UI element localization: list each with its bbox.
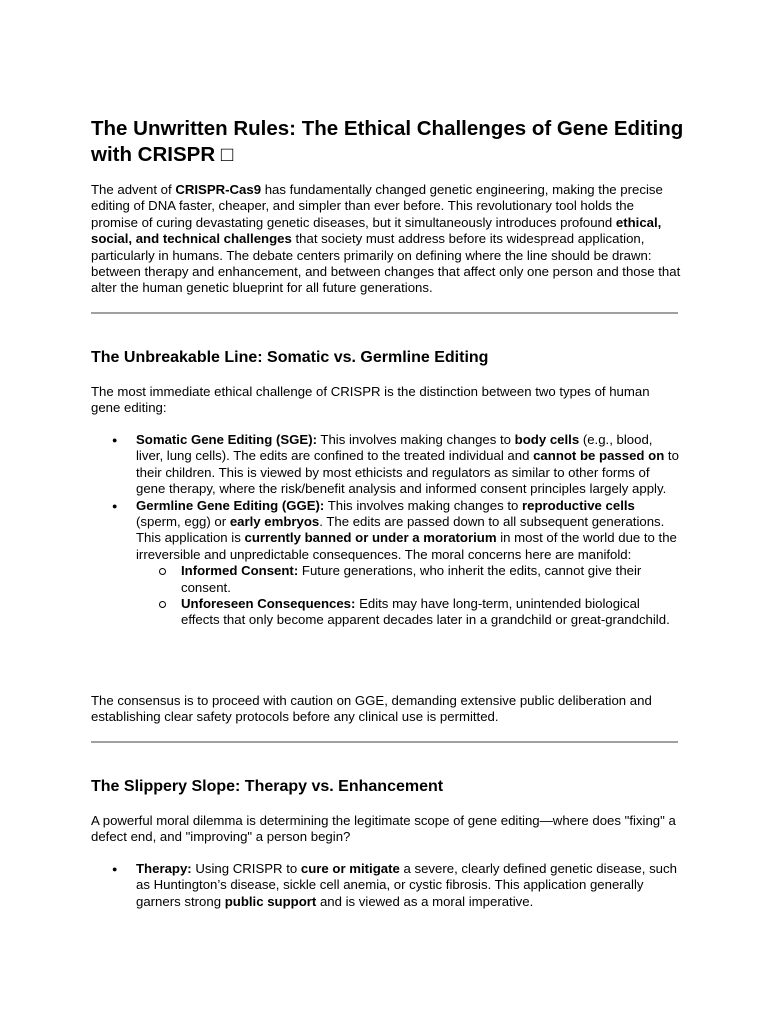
bold-term: currently banned or under a moratorium: [244, 530, 497, 546]
section1-lead: [91, 384, 681, 417]
bold-term: Unforeseen Consequences:: [181, 596, 356, 612]
conclusion-paragraph: The consensus is to proceed with caution on GGE, demanding extensive public deliberation and establishing clear safety protocols before any clinical use is permitted.: [91, 693, 652, 725]
list-item: [91, 498, 681, 629]
text-run: (sperm, egg) or: [136, 514, 230, 530]
text-run: in most of the world due to the irreversible and unpredictable consequences. The moral concerns here are manifold:: [136, 530, 677, 562]
sub-list-item: [136, 596, 681, 629]
lead-paragraph: A powerful moral dilemma is determining the legitimate scope of gene editing—where does "fixing" a defect end, and "improving" a person begin?: [91, 813, 676, 845]
text-run: (e.g., blood, liver, lung cells). The edits are confined to the treated individual and: [136, 432, 653, 464]
text-run: This involves making changes to: [316, 432, 515, 447]
section2-list: [91, 861, 681, 910]
text-run: that society must address before its widespread application, particularly in humans. The debate centers primarily on defining where the line should be drawn: between therapy and enhancement, and between changes that affect only one person and those that alter the human genetic blueprint for all future generations.: [91, 231, 681, 296]
text-run: Using CRISPR to: [191, 861, 301, 876]
list-item: [91, 432, 681, 498]
text-run: a severe, clearly defined genetic disease, such as Huntington’s disease, sickle cell anemia, or cystic fibrosis. This application generally garners strong: [136, 861, 677, 909]
bold-term: Informed Consent:: [181, 563, 299, 579]
intro-paragraph: [91, 182, 681, 297]
bold-term: ethical, social, and technical challenges: [91, 214, 662, 247]
section-heading: The Slippery Slope: Therapy vs. Enhancement: [91, 778, 444, 795]
horizontal-divider: [91, 741, 678, 743]
bold-term: Therapy:: [136, 861, 192, 876]
horizontal-divider: [91, 312, 678, 314]
text-run: This involves making changes to: [324, 497, 522, 513]
text-run: Future generations, who inherit the edits, cannot give their consent.: [181, 563, 642, 595]
text-run: . The edits are passed down to all subsequent generations. This application is: [136, 514, 665, 546]
section1-conclusion: [91, 693, 681, 726]
section-heading: The Unbreakable Line: Somatic vs. Germline Editing: [91, 349, 489, 366]
section2-lead: [91, 813, 681, 846]
sub-list-item: [136, 563, 681, 596]
bold-term: cannot be passed on: [533, 448, 665, 464]
page-title: The Unwritten Rules: The Ethical Challenges of Gene Editing with CRISPR □: [91, 117, 684, 166]
bold-term: Somatic Gene Editing (SGE):: [136, 432, 317, 447]
bold-term: body cells: [514, 432, 580, 447]
lead-paragraph: The most immediate ethical challenge of CRISPR is the distinction between two types of human gene editing:: [91, 384, 650, 416]
text-run: and is viewed as a moral imperative.: [316, 893, 534, 909]
bold-term: CRISPR-Cas9: [175, 182, 262, 197]
text-run: The advent of: [91, 182, 176, 197]
text-run: to their children. This is viewed by most ethicists and regulators as similar to other forms of gene therapy, where the risk/benefit analysis and informed consent principles largely apply.: [136, 448, 679, 497]
bold-term: early embryos: [229, 514, 320, 530]
text-run: Edits may have long-term, unintended biological effects that only become apparent decades later in a grandchild or great-grandchild.: [181, 596, 670, 628]
list-item: [91, 861, 681, 910]
bold-term: public support: [224, 893, 317, 909]
bold-term: cure or mitigate: [300, 861, 400, 876]
bold-term: Germline Gene Editing (GGE):: [136, 497, 325, 513]
bold-term: reproductive cells: [521, 497, 635, 513]
text-run: has fundamentally changed genetic engineering, making the precise editing of DNA faster, cheaper, and simpler than ever before. This revolutionary tool holds the promise of curing devastating genetic diseases, but it simultaneously introduces profound: [91, 182, 663, 230]
section1-list: [91, 432, 681, 629]
